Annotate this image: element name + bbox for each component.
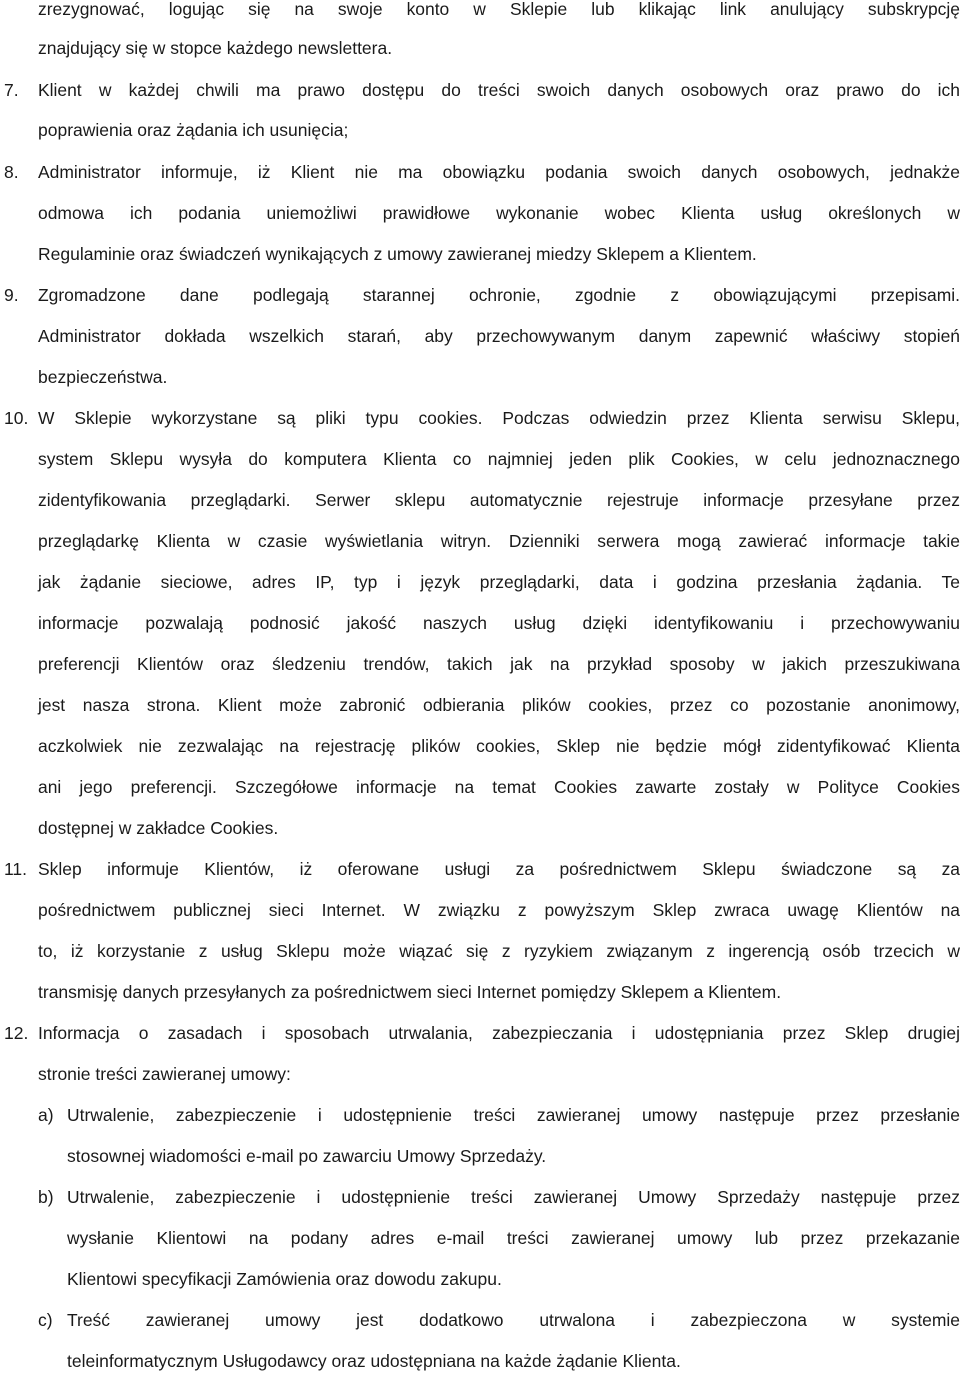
item-line: zidentyfikowania przeglądarki. Serwer sklepu automatycznie rejestruje informacje przesyłane przez (38, 490, 960, 510)
subitem-line: Klientowi specyfikacji Zamówienia oraz dowodu zakupu. (67, 1269, 502, 1289)
item-line: jak żądanie sieciowe, adres IP, typ i język przeglądarki, data i godzina przesłania żądania. Te (38, 572, 960, 592)
item-number: 11. (4, 859, 28, 879)
item-line: informacje pozwalają podnosić jakość naszych usług dzięki identyfikowaniu i przechowywaniu (38, 613, 960, 633)
item-line: Informacja o zasadach i sposobach utrwalania, zabezpieczania i udostępniania przez Sklep drugiej (38, 1023, 960, 1043)
item-line: system Sklepu wysyła do komputera Klienta co najmniej jeden plik Cookies, w celu jednoznacznego (38, 449, 960, 469)
continuation-line: znajdujący się w stopce każdego newslettera. (38, 38, 393, 58)
item-line: jest nasza strona. Klient może zabronić odbierania plików cookies, przez co pozostanie anonimowy, (38, 695, 960, 715)
item-number: 12. (4, 1023, 29, 1043)
item-line: preferencji Klientów oraz śledzeniu trendów, takich jak na przykład sposoby w jakich przeszukiwana (38, 654, 960, 674)
item-line: Zgromadzone dane podlegają starannej ochronie, zgodnie z obowiązującymi przepisami. (38, 285, 960, 305)
item-line: poprawienia oraz żądania ich usunięcia; (38, 120, 349, 140)
item-line: bezpieczeństwa. (38, 367, 168, 387)
item-line: dostępnej w zakładce Cookies. (38, 818, 279, 838)
subitem-line: Utrwalenie, zabezpieczenie i udostępnienie treści zawieranej umowy następuje przez przesłanie (67, 1105, 960, 1125)
item-line: stronie treści zawieranej umowy: (38, 1064, 291, 1084)
item-line: Administrator informuje, iż Klient nie ma obowiązku podania swoich danych osobowych, jednakże (38, 162, 960, 182)
item-line: aczkolwiek nie zezwalając na rejestrację plików cookies, Sklep nie będzie mógł zidentyfikować Klienta (38, 736, 960, 756)
item-line: przeglądarkę Klienta w czasie wyświetlania witryn. Dzienniki serwera mogą zawierać informacje takie (38, 531, 960, 551)
subitem-letter: c) (38, 1310, 53, 1330)
item-line: W Sklepie wykorzystane są pliki typu cookies. Podczas odwiedzin przez Klienta serwisu Sklepu, (38, 408, 960, 428)
subitem-line: Utrwalenie, zabezpieczenie i udostępnienie treści zawieranej Umowy Sprzedaży następuje przez (67, 1187, 960, 1207)
continuation-line: zrezygnować, logując się na swoje konto w Sklepie lub klikając link anulujący subskrypcję (38, 0, 960, 19)
item-number: 8. (4, 162, 19, 182)
subitem-line: teleinformatycznym Usługodawcy oraz udostępniana na każde żądanie Klienta. (67, 1351, 681, 1371)
item-line: Regulaminie oraz świadczeń wynikających z umowy zawieranej miedzy Sklepem a Klientem. (38, 244, 757, 264)
item-line: ani jego preferencji. Szczegółowe informacje na temat Cookies zawarte zostały w Polityce Cookies (38, 777, 960, 797)
item-line: to, iż korzystanie z usług Sklepu może wiązać się z ryzykiem związanym z ingerencją osób trzecich w (38, 941, 960, 961)
subitem-letter: b) (38, 1187, 54, 1207)
item-line: pośrednictwem publicznej sieci Internet. W związku z powyższym Sklep zwraca uwagę Klientów na (38, 900, 960, 920)
subitem-line: wysłanie Klientowi na podany adres e-mail treści zawieranej umowy lub przez przekazanie (67, 1228, 960, 1248)
subitem-line: stosownej wiadomości e-mail po zawarciu Umowy Sprzedaży. (67, 1146, 547, 1166)
item-line: Klient w każdej chwili ma prawo dostępu do treści swoich danych osobowych oraz prawo do ich (38, 80, 960, 100)
item-line: Administrator dokłada wszelkich starań, aby przechowywanym danym zapewnić właściwy stopień (38, 326, 960, 346)
subitem-letter: a) (38, 1105, 54, 1125)
item-line: Sklep informuje Klientów, iż oferowane usługi za pośrednictwem Sklepu świadczone są za (38, 859, 960, 879)
item-line: odmowa ich podania uniemożliwi prawidłowe wykonanie wobec Klienta usług określonych w (38, 203, 960, 223)
item-number: 9. (4, 285, 19, 305)
item-number: 7. (4, 80, 19, 100)
item-line: transmisję danych przesyłanych za pośrednictwem sieci Internet pomiędzy Sklepem a Klientem. (38, 982, 782, 1002)
item-number: 10. (4, 408, 29, 428)
subitem-line: Treść zawieranej umowy jest dodatkowo utrwalona i zabezpieczona w systemie (67, 1310, 960, 1330)
